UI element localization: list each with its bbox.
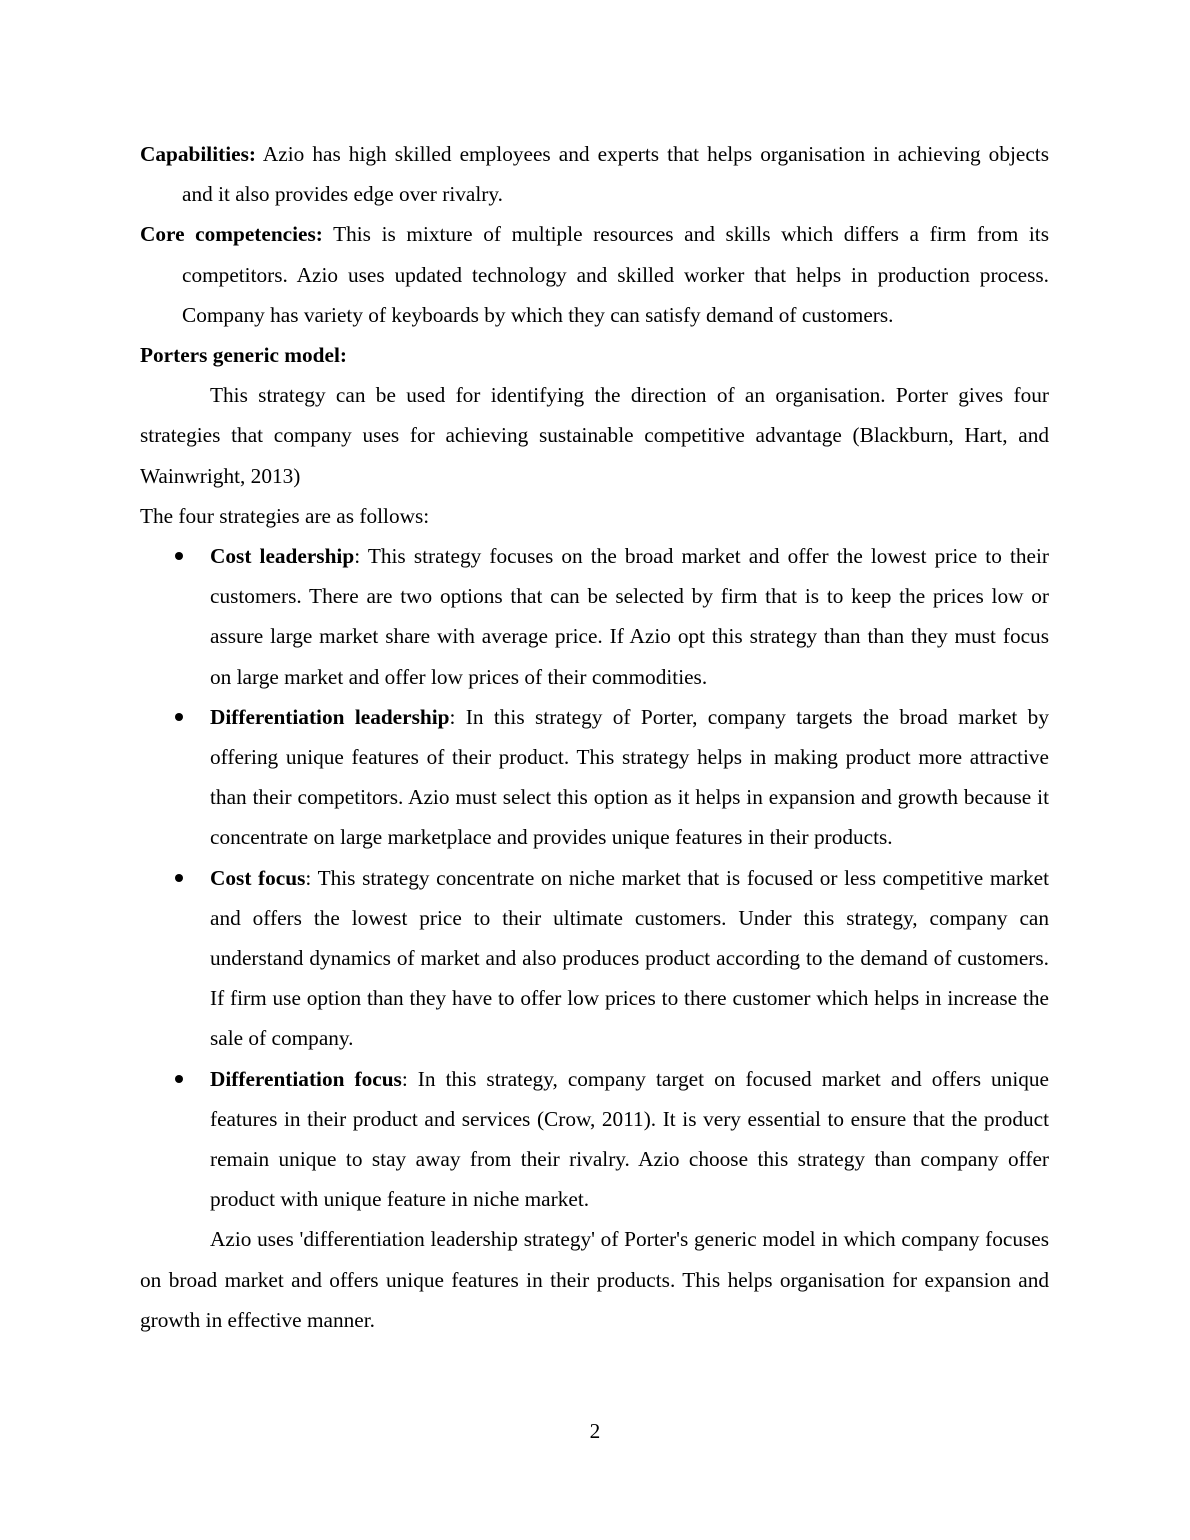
bullet-icon (175, 713, 183, 721)
capabilities-label: Capabilities: (140, 142, 256, 166)
page-number: 2 (589, 1419, 601, 1443)
core-competencies-text: This is mixture of multiple resources and skills which differs a firm from its competitors. Azio uses updated technology and skilled worker that helps in production process. Company has variety of keyboards by which they can satisfy demand of customers. (182, 222, 1049, 327)
document-page (140, 134, 1049, 1340)
four-strategies-intro: The four strategies are as follows: (140, 503, 430, 528)
strategy-text: : In this strategy, company target on focused market and offers unique features in their product and services (Crow, 2011). It is very essential to ensure that the product remain unique to stay away from their rivalry. Azio choose this strategy than company offer product with unique feature in niche market. (210, 1066, 1049, 1212)
porters-heading: Porters generic model: (140, 343, 347, 368)
strategy-text: : This strategy focuses on the broad market and offer the lowest price to their customers. There are two options that can be selected by firm that is to keep the prices low or assure large market share with average price. If Azio opt this strategy than than they must focus on large market and offer low prices of their commodities. (210, 544, 1049, 689)
core-competencies-paragraph (140, 214, 1049, 335)
strategy-text: : In this strategy of Porter, company targets the broad market by offering unique features of their product. This strategy helps in making product more attractive than their competitors. Azio must select this option as it helps in expansion and growth because it concentrate on large marketplace and provides unique features in their products. (210, 704, 1049, 850)
list-item (140, 1059, 1049, 1220)
list-item (140, 697, 1049, 858)
list-item (140, 536, 1049, 697)
list-item (140, 858, 1049, 1059)
capabilities-text: Azio has high skilled employees and experts that helps organisation in achieving objects and it also provides edge over rivalry. (182, 142, 1049, 207)
strategy-list (140, 536, 1049, 1219)
conclusion-paragraph: Azio uses 'differentiation leadership strategy' of Porter's generic model in which company focuses on broad market and offers unique features in their products. This helps organisation for expansion and growth in effective manner. (140, 1227, 1049, 1332)
strategy-label: Differentiation focus (210, 1066, 402, 1091)
strategy-label: Cost leadership (210, 544, 355, 569)
porters-intro-paragraph: This strategy can be used for identifying the direction of an organisation. Porter gives four strategies that company uses for achieving sustainable competitive advantage (Blackburn, Hart, and Wainwright, 2013) (140, 383, 1049, 488)
bullet-icon (175, 874, 183, 882)
strategy-label: Differentiation leadership (210, 704, 450, 729)
bullet-icon (175, 1075, 183, 1083)
capabilities-paragraph (140, 134, 1049, 214)
core-competencies-label: Core competencies: (140, 222, 323, 247)
strategy-text: : This strategy concentrate on niche market that is focused or less competitive market and offers the lowest price to their ultimate customers. Under this strategy, company can understand dynamics of market and also produces product according to the demand of customers. If firm use option than they have to offer low prices to there customer which helps in increase the sale of company. (210, 865, 1049, 1051)
bullet-icon (175, 552, 183, 560)
strategy-label: Cost focus (210, 865, 306, 890)
